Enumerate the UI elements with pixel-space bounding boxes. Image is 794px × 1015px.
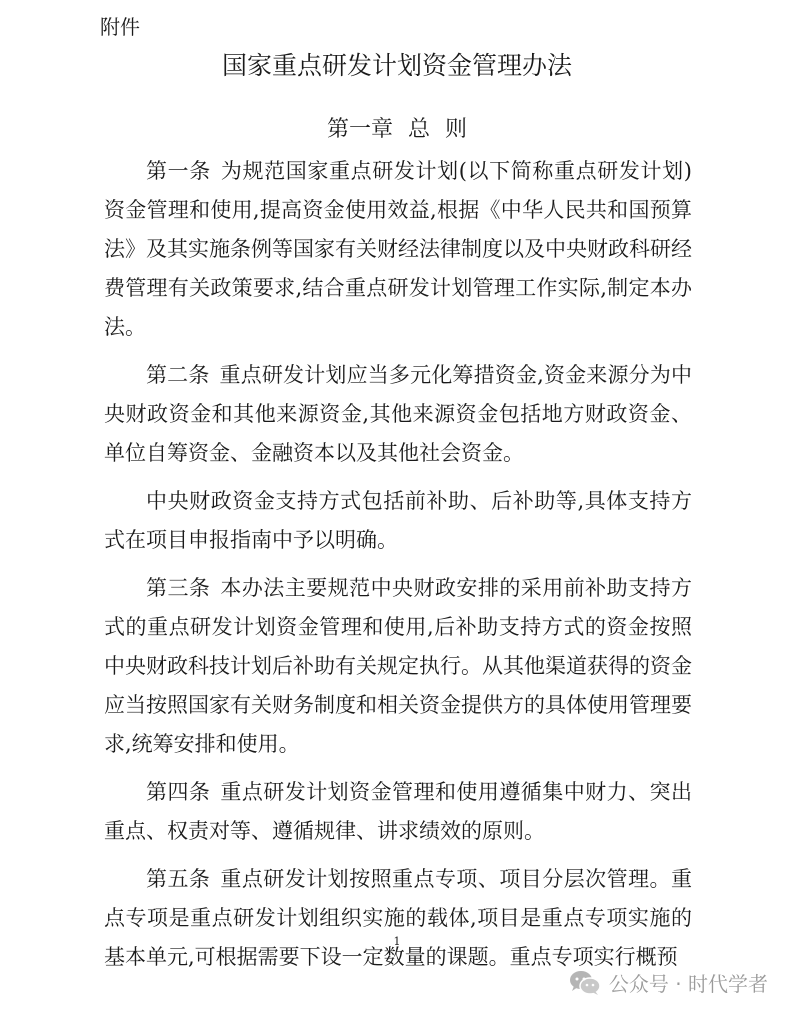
chapter-heading: 第一章 总 则 [327, 117, 467, 142]
document-body [104, 152, 692, 986]
paragraph-article-5 [104, 860, 692, 977]
paragraph-text: 为规范国家重点研发计划(以下简称重点研发计划)资金管理和使用,提高资金使用效益,根据《中华人民共和国预算法》及其实施条例等国家有关财经法律制度以及中央财政科研经费管理有关政策要求,结合重点研发计划管理工作实际,制定本办法。 [104, 159, 692, 339]
attachment-label: 附件 [100, 15, 140, 39]
paragraph-article-2 [104, 356, 692, 473]
article-label: 第五条 [146, 867, 211, 891]
paragraph-text: 中央财政资金支持方式包括前补助、后补助等,具体支持方式在项目申报指南中予以明确。 [104, 489, 692, 552]
document-title: 国家重点研发计划资金管理办法 [221, 51, 572, 80]
watermark-text: 公众号 · 时代学者 [608, 972, 768, 996]
paragraph-article-3 [104, 569, 692, 764]
paragraph-text: 本办法主要规范中央财政安排的采用前补助支持方式的重点研发计划资金管理和使用,后补助支持方式的资金按照中央财政科技计划后补助有关规定执行。从其他渠道获得的资金应当按照国家有关财务制度和相关资金提供方的具体使用管理要求,统筹安排和使用。 [104, 576, 692, 756]
paragraph-text: 重点研发计划应当多元化筹措资金,资金来源分为中央财政资金和其他来源资金,其他来源资金包括地方财政资金、单位自筹资金、金融资本以及其他社会资金。 [104, 363, 692, 465]
wechat-icon [569, 970, 601, 996]
paragraph-text: 重点研发计划按照重点专项、项目分层次管理。重点专项是重点研发计划组织实施的载体,项目是重点专项实施的基本单元,可根据需要下设一定数量的课题。重点专项实行概预 [104, 867, 692, 969]
paragraph-funding-methods [104, 482, 692, 560]
paragraph-text: 重点研发计划资金管理和使用遵循集中财力、突出重点、权责对等、遵循规律、讲求绩效的原则。 [104, 780, 692, 843]
page-number: 1 [393, 935, 401, 948]
article-label: 第三条 [146, 576, 211, 600]
article-label: 第一条 [146, 159, 211, 183]
paragraph-article-4 [104, 773, 692, 851]
article-label: 第二条 [146, 363, 210, 387]
watermark [569, 968, 768, 997]
article-label: 第四条 [146, 780, 211, 804]
paragraph-article-1 [104, 152, 692, 347]
